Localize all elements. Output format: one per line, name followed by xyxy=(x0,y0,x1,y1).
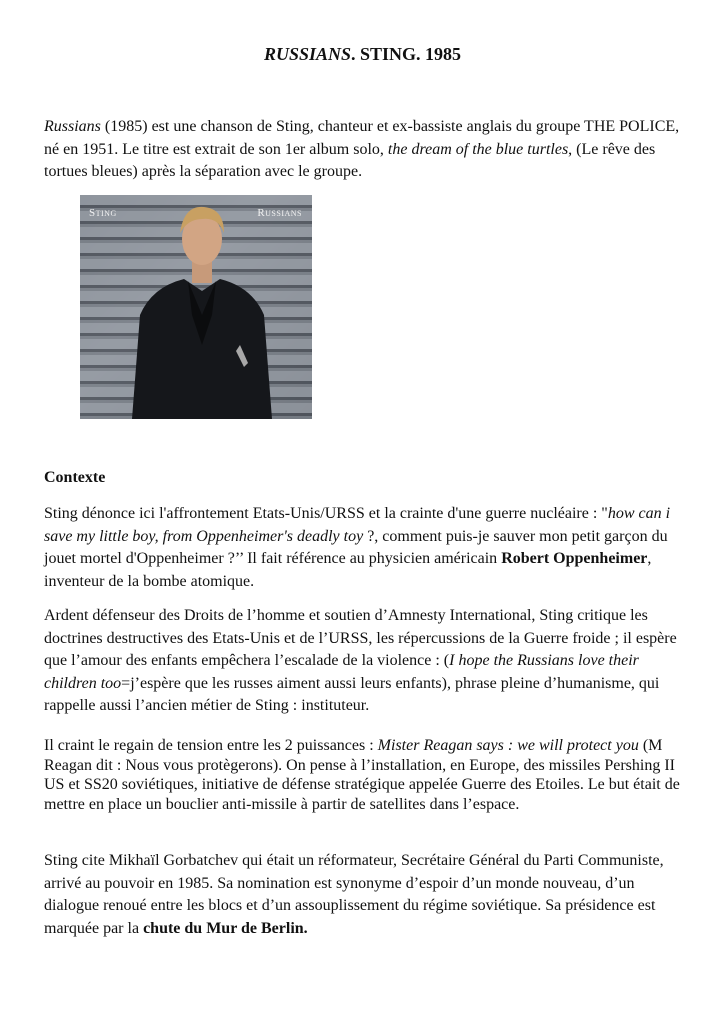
p2-quote: I hope the Russians love their children too xyxy=(44,652,639,692)
section-heading: Contexte xyxy=(44,469,106,486)
p1-text-b: ?, comment puis-je sauver mon petit garçon du jouet mortel d'Oppenheimer ?’’ Il fait référence au physicien américain xyxy=(44,527,668,567)
p1-name: Robert Oppenheimer xyxy=(501,550,648,567)
p3-quote: Mister Reagan says : we will protect you xyxy=(377,737,639,754)
p4-text-a: Sting cite Mikhaïl Gorbatchev qui était un réformateur, Secrétaire Général du Parti Communiste, arrivé au pouvoir en 1985. Sa nomination est synonyme d’espoir d’un monde nouveau, d’un dialogue renoué entre les blocs et d’un assouplissement du régime soviétique. Sa présidence est marquée par la xyxy=(44,852,664,937)
intro-paragraph xyxy=(44,116,684,184)
cover-artist-label: Sting xyxy=(89,207,117,219)
intro-text-2: , (Le rêve des tortues bleues) après la séparation avec le groupe. xyxy=(44,140,656,180)
p1-quote: how can i save my little boy, from Oppenheimer's deadly toy xyxy=(44,505,671,545)
paragraph-2 xyxy=(44,605,684,718)
intro-album-name: the dream of the blue turtles xyxy=(387,140,569,158)
paragraph-1 xyxy=(44,503,684,593)
p2-text-b: =j’espère que les russes aiment aussi leurs enfants), phrase pleine d’humanisme, qui rappelle aussi l’ancien métier de Sting : instituteur. xyxy=(44,674,660,714)
p1-text-c: , inventeur de la bombe atomique. xyxy=(44,550,652,590)
p3-text-b: (M Reagan dit : Nous vous protègerons). On pense à l’installation, en Europe, des missiles Pershing II US et SS20 soviétiques, initiative de défense stratégique appelée Guerre des Etoiles. Le but était de mettre en place un bouclier anti-missile à partir de satellites dans l’espace. xyxy=(44,737,680,813)
title-rest: . STING. 1985 xyxy=(351,44,462,64)
page-title xyxy=(0,44,725,65)
p4-bold: chute du Mur de Berlin. xyxy=(143,919,308,937)
p1-text-a: Sting dénonce ici l'affrontement Etats-Unis/URSS et la crainte d'une guerre nucléaire : " xyxy=(44,505,608,522)
cover-song-label: Russians xyxy=(257,207,302,219)
p2-text-a: Ardent défenseur des Droits de l’homme et soutien d’Amnesty International, Sting critique les doctrines destructives des Etats-Unis et de l’URSS, les répercussions de la Guerre froide ; il espère que l’amour des enfants empêchera l’escalade de la violence : ( xyxy=(44,607,677,669)
paragraph-4 xyxy=(44,850,684,940)
paragraph-3 xyxy=(44,736,684,814)
title-song: RUSSIANS xyxy=(263,44,351,64)
intro-song-name: Russians xyxy=(44,118,101,135)
intro-text-1: (1985) est une chanson de Sting, chanteur et ex-bassiste anglais du groupe THE POLICE, né en 1951. Le titre est extrait de son 1er album solo, xyxy=(44,118,680,158)
p3-text-a: Il craint le regain de tension entre les 2 puissances : xyxy=(44,737,378,754)
cover-figure xyxy=(122,195,282,419)
album-cover-image xyxy=(80,195,312,419)
